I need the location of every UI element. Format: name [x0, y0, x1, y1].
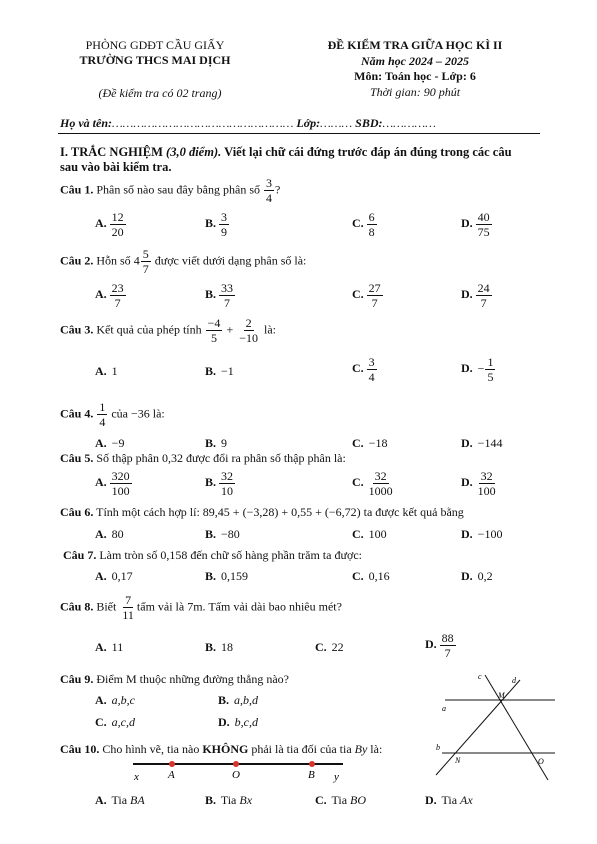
q8-option-a[interactable]: A. 11	[95, 640, 124, 654]
q9-option-c[interactable]: C. a,c,d	[95, 715, 135, 729]
question-3: Câu 3. Kết quả của phép tính $\frac{-4}{5}$ + $\frac{2}{-10}$ là:	[60, 316, 276, 345]
q7-option-a[interactable]: A. 0,17	[95, 569, 133, 583]
q2-option-b[interactable]: B. $\frac{33}{7}$	[205, 281, 234, 310]
q10-option-d[interactable]: D. Tia Ax	[425, 793, 473, 807]
q9-figure	[430, 670, 560, 790]
label-n: N	[455, 756, 461, 765]
class-field[interactable]: ………	[320, 116, 353, 130]
q4-option-c[interactable]: C. −18	[352, 436, 388, 450]
q4-option-a[interactable]: A. −9	[95, 436, 125, 450]
label-o10: O	[232, 769, 240, 781]
question-1: Câu 1. Phân số nào sau đây bằng phân số $\frac{3}{4}$ ?	[60, 176, 281, 205]
label-b: b	[436, 743, 440, 752]
q7-option-b[interactable]: B. 0,159	[205, 569, 249, 583]
pages-note: (Đề kiểm tra có 02 trang)	[98, 86, 222, 100]
dept-name: PHÒNG GDĐT CẦU GIẤY	[85, 38, 225, 52]
point-b	[309, 761, 315, 767]
q3-option-d[interactable]: D. − $\frac{1}{5}$	[461, 355, 494, 384]
q9-option-b[interactable]: B. a,b,d	[218, 693, 259, 707]
q5-option-d[interactable]: D. $\frac{32}{100}$	[461, 469, 496, 498]
q9-option-d[interactable]: D. b,c,d	[218, 715, 258, 729]
question-4: Câu 4. $\frac{1}{4}$ của −36 là:	[60, 400, 165, 429]
question-10: Câu 10. Cho hình vẽ, tia nào KHÔNG phải là tia đối của tia By là:	[60, 742, 383, 756]
label-a: a	[442, 704, 446, 713]
q9-option-a[interactable]: A. a,b,c	[95, 693, 135, 707]
class-label: Lớp:	[296, 116, 321, 130]
q10-option-b[interactable]: B. Tia Bx	[205, 793, 253, 807]
q4-option-b[interactable]: B. 9	[205, 436, 228, 450]
q5-option-c[interactable]: C. $\frac{32}{1000}$	[352, 469, 393, 498]
point-o	[233, 761, 239, 767]
label-o: O	[538, 757, 544, 766]
q1-option-c[interactable]: C. $\frac{6}{8}$	[352, 210, 375, 239]
q10-figure	[128, 756, 368, 786]
q2-option-c[interactable]: C. $\frac{27}{7}$	[352, 281, 381, 310]
sbd-label: SBD:	[355, 116, 383, 130]
question-2: Câu 2. Hỗn số 4 $\frac{5}{7}$ được viết dưới dạng phân số là:	[60, 247, 307, 276]
exam-title: ĐỀ KIỂM TRA GIỮA HỌC KÌ II	[327, 38, 503, 52]
q10-option-c[interactable]: C. Tia BO	[315, 793, 367, 807]
question-5: Câu 5. Số thập phân 0,32 được đổi ra phân số thập phân là:	[60, 451, 346, 465]
school-name: TRƯỜNG THCS MAI DỊCH	[79, 53, 231, 67]
label-a10: A	[168, 769, 175, 781]
q6-option-a[interactable]: A. 80	[95, 527, 124, 541]
q3-option-c[interactable]: C. $\frac{3}{4}$	[352, 355, 375, 384]
q3-option-a[interactable]: A. 1	[95, 364, 118, 378]
q4-option-d[interactable]: D. −144	[461, 436, 503, 450]
line-d	[436, 680, 520, 775]
exam-time: Thời gian: 90 phút	[369, 85, 461, 99]
q6-option-c[interactable]: C. 100	[352, 527, 387, 541]
q3-option-b[interactable]: B. −1	[205, 364, 234, 378]
student-info-line	[60, 116, 436, 131]
school-year: Năm học 2024 – 2025	[361, 54, 469, 68]
q10-option-a[interactable]: A. Tia BA	[95, 793, 145, 807]
label-c: c	[478, 672, 482, 681]
subject: Môn: Toán học - Lớp: 6	[354, 69, 476, 83]
q2-option-a[interactable]: A. $\frac{23}{7}$	[95, 281, 124, 310]
name-label: Họ và tên:	[60, 116, 112, 130]
q6-option-b[interactable]: B. −80	[205, 527, 240, 541]
q5-option-b[interactable]: B. $\frac{32}{10}$	[205, 469, 234, 498]
q1-option-d[interactable]: D. $\frac{40}{75}$	[461, 210, 490, 239]
label-d: d	[512, 676, 516, 685]
q7-option-d[interactable]: D. 0,2	[461, 569, 493, 583]
question-6: Câu 6. Tính một cách hợp lí: 89,45 + (−3,28) + 0,55 + (−6,72) ta được kết quả bằng	[60, 505, 464, 519]
label-y: y	[334, 771, 339, 783]
sbd-field[interactable]: ……………	[382, 116, 436, 130]
label-b10: B	[308, 769, 315, 781]
point-a	[169, 761, 175, 767]
student-line-rule	[58, 133, 540, 134]
q8-option-d[interactable]: D. $\frac{88}{7}$	[425, 631, 454, 660]
question-9: Câu 9. Điểm M thuộc những đường thẳng nào?	[60, 672, 289, 686]
label-m: M	[498, 691, 505, 700]
q8-option-b[interactable]: B. 18	[205, 640, 234, 654]
q8-option-c[interactable]: C. 22	[315, 640, 344, 654]
section-heading-cont: sau vào bài kiểm tra.	[60, 160, 172, 174]
q1-option-a[interactable]: A. $\frac{12}{20}$	[95, 210, 124, 239]
q2-option-d[interactable]: D. $\frac{24}{7}$	[461, 281, 490, 310]
question-7: Câu 7. Làm tròn số 0,158 đến chữ số hàng phần trăm ta được:	[63, 548, 362, 562]
question-8: Câu 8. Biết $\frac{7}{11}$ tấm vải là 7m. Tấm vải dài bao nhiêu mét?	[60, 593, 342, 622]
section-heading: I. TRẮC NGHIỆM (3,0 điểm). Viết lại chữ cái đứng trước đáp án đúng trong các câu	[60, 145, 512, 159]
name-field[interactable]: ……………………………………………	[112, 116, 294, 130]
q6-option-d[interactable]: D. −100	[461, 527, 503, 541]
q7-option-c[interactable]: C. 0,16	[352, 569, 390, 583]
q1-option-b[interactable]: B. $\frac{3}{9}$	[205, 210, 228, 239]
q5-option-a[interactable]: A. $\frac{320}{100}$	[95, 469, 130, 498]
label-x: x	[134, 771, 139, 783]
